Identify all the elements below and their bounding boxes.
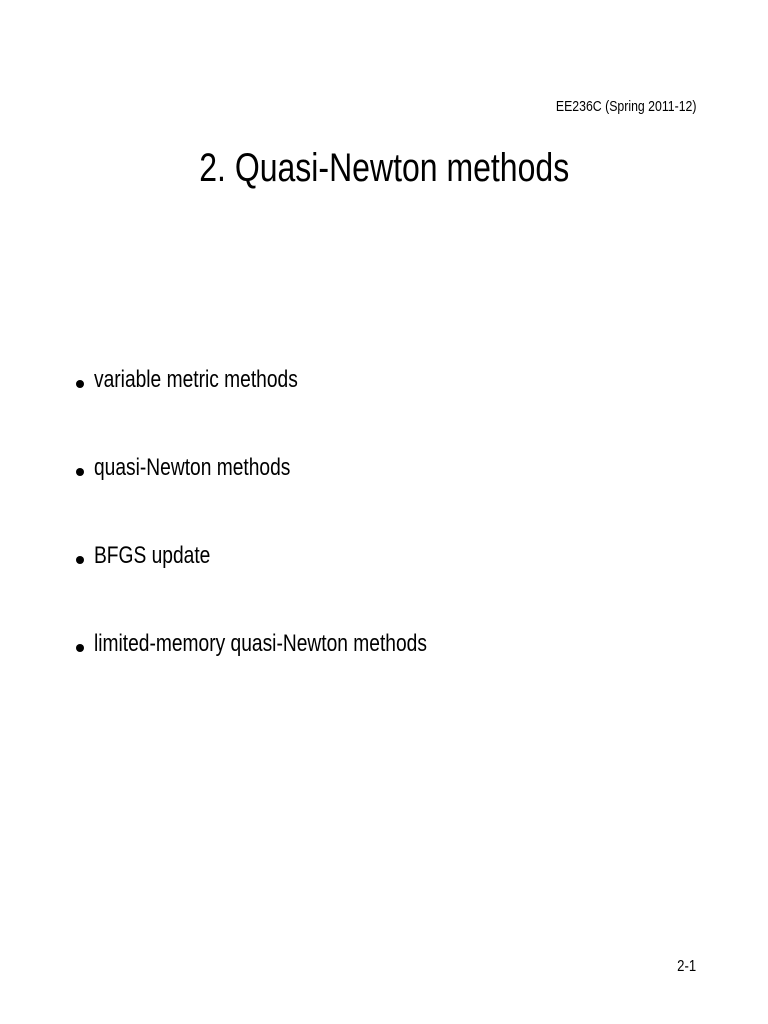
bullet-text: variable metric methods bbox=[94, 366, 298, 393]
bullet-dot-icon bbox=[76, 644, 84, 652]
bullet-dot-icon bbox=[76, 380, 84, 388]
bullet-text: BFGS update bbox=[94, 542, 211, 569]
page-number: 2-1 bbox=[677, 958, 696, 975]
bullet-text: quasi-Newton methods bbox=[94, 454, 291, 481]
course-tag: EE236C (Spring 2011-12) bbox=[555, 98, 696, 115]
bullet-dot-icon bbox=[76, 468, 84, 476]
bullet-text: limited-memory quasi-Newton methods bbox=[94, 630, 427, 657]
slide-title bbox=[0, 146, 768, 191]
slide-title-text: 2. Quasi-Newton methods bbox=[199, 146, 569, 190]
bullet-dot-icon bbox=[76, 556, 84, 564]
